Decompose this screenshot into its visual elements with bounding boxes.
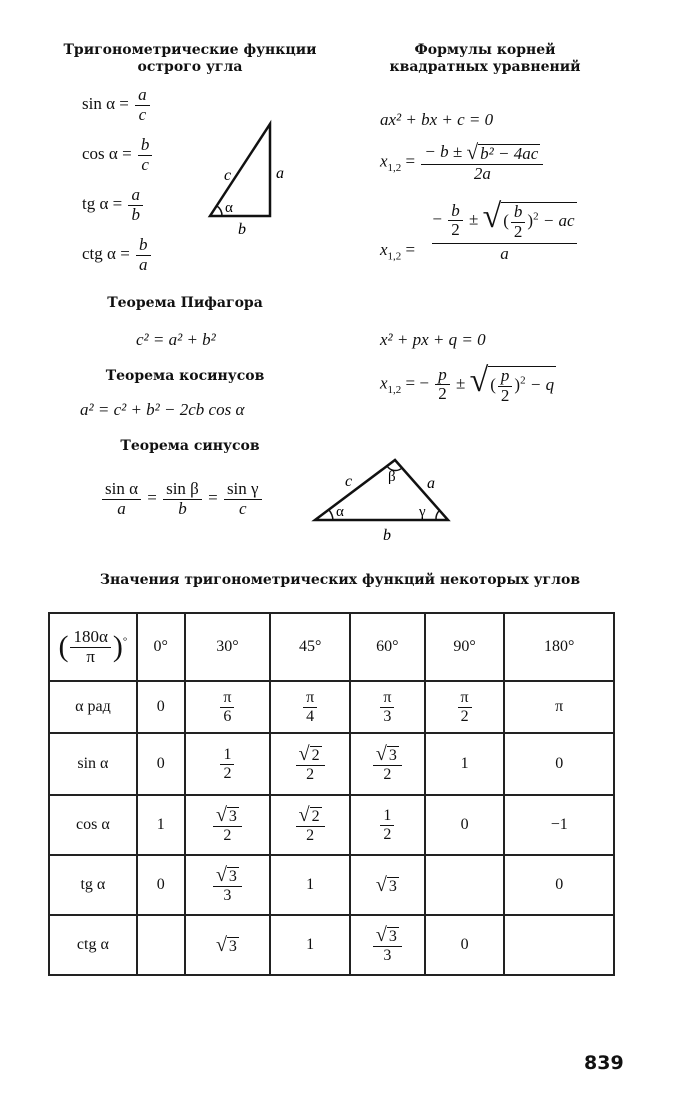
trig-values-table [48,612,615,976]
row-label-rad: α рад [49,681,137,733]
table-row [49,915,614,975]
angle-30: 30° [185,613,271,681]
cos-num: b [138,136,153,156]
side-c-label: c [345,473,353,490]
ctg-den: a [139,254,148,274]
cell [350,795,425,855]
cos-label: cos α [82,144,118,164]
radicand: 2 [311,747,320,765]
den: 3 [383,947,392,964]
trig-title-line2: острого угла [137,59,243,75]
radicand: 2 [311,808,320,826]
side-a-label: a [427,475,435,492]
den: 2 [223,827,232,844]
radicand: 3 [228,868,237,886]
f2-inner-two: 2 [513,221,523,241]
tg-label: tg α [82,194,109,214]
cosines-formula: a² = c² + b² − 2cb cos α [80,400,245,419]
cell: √ 3 [350,855,425,915]
den: 2 [460,707,469,725]
pythagoras-title: Теорема Пифагора [107,295,263,311]
den: 2 [223,764,232,782]
num: π [458,689,472,708]
page-number: 839 [584,1052,624,1074]
cell: 0 [504,733,614,795]
radicand: 3 [388,928,397,946]
cell [425,855,505,915]
f3-two-den: 2 [438,384,447,404]
cell: π [504,681,614,733]
angle-0: 0° [137,613,185,681]
cell: 0 [425,915,505,975]
angle-alpha: α [336,504,344,520]
cell: 1 [270,855,350,915]
angle-90: 90° [425,613,505,681]
radicand: 3 [228,808,237,826]
num: π [380,689,394,708]
reduced-quadratic-root-formula: $x_{1,2}$ = − $\frac{p}{2}$ ± √ ( $\frac{p}{2}$ )$^2$ − q [380,362,555,405]
cell: √ 3 [185,915,271,975]
angle-45: 45° [270,613,350,681]
cell: 1 [137,795,185,855]
cell: √ 2 2 [270,795,350,855]
cell: 0 [137,681,185,733]
table-row [49,613,614,681]
sines-eq-2: = [208,488,218,508]
cell: 0 [137,733,185,795]
table-title: Значения тригонометрических функций некоторых углов [99,572,581,588]
tg-num: a [128,186,143,206]
cell [425,681,505,733]
sin-definition: sin α = $\frac{a}{c}$ [82,86,152,124]
side-b-label: b [383,527,391,544]
quadratic-roots-title [370,42,600,76]
num: 1 [220,746,234,765]
trig-functions-title [50,42,330,76]
cell: √ 3 2 [185,795,271,855]
trig-title-line1: Тригонометрические функции [63,42,317,58]
f3-inner-two: 2 [500,385,510,405]
sines-formula [100,480,264,518]
sines-eq-1: = [147,488,157,508]
sin-label: sin α [82,94,115,114]
table-row [49,733,614,795]
num: 1 [380,807,394,826]
angle-gamma: γ [419,504,426,520]
f1-radicand: b² − 4ac [480,144,539,163]
ctg-definition: ctg α = $\frac{b}{a}$ [82,236,153,274]
f1-prefix: − b ± [424,141,463,161]
f3-inner-p: p [498,367,513,387]
x-label-3: x [380,373,388,393]
f3-minus-q: − q [529,375,555,395]
hypotenuse-label: c [224,167,232,184]
den: 2 [306,827,315,844]
radicand: 3 [388,747,397,765]
den: 3 [223,887,232,904]
sines-s1: sin α [102,480,141,500]
den: 2 [383,825,392,843]
sines-d1: a [117,498,126,518]
f2-b-num: b [448,202,463,222]
cos-definition: cos α = $\frac{b}{c}$ [82,136,154,174]
cell: √ 3 2 [350,733,425,795]
x-sub-2: 1,2 [387,250,402,263]
den: 6 [223,707,232,725]
corner-den: π [86,646,95,666]
cell: √ 3 3 [185,855,271,915]
cell [137,915,185,975]
angle-60: 60° [350,613,425,681]
num: π [220,689,234,708]
reduced-quadratic-equation: x² + px + q = 0 [380,330,486,349]
cell: 1 [270,915,350,975]
cosines-title: Теорема косинусов [105,368,265,384]
den: 2 [306,766,315,783]
quadratic-equation: ax² + bx + c = 0 [380,110,494,129]
f2-minus-ac: − ac [542,211,575,231]
sines-d3: c [238,498,247,518]
x-label-2: x [380,240,388,259]
row-label-ctg: ctg α [49,915,137,975]
sines-title: Теорема синусов [120,438,260,454]
cell: 0 [137,855,185,915]
table-row [49,795,614,855]
cell [185,681,271,733]
radicand: 3 [228,937,237,955]
base-leg-label: b [238,221,246,238]
corner-deg: ° [122,635,128,648]
cos-den: c [141,154,149,174]
f1-denominator: 2a [473,163,491,183]
x-label-1: x [380,151,388,171]
row-label-cos: cos α [49,795,137,855]
sin-num: a [135,86,150,106]
f2-two-den: 2 [451,220,460,240]
angle-180: 180° [504,613,614,681]
cell: √ 3 3 [350,915,425,975]
cell [504,915,614,975]
f2-denominator: a [500,244,509,264]
angle-beta: β [388,469,396,485]
table-row [49,855,614,915]
angle-alpha-label: α [225,200,233,216]
den: 3 [383,707,392,725]
num: π [303,689,317,708]
ctg-label: ctg α [82,244,116,264]
cell: √ 2 2 [270,733,350,795]
radicand: 3 [388,877,397,895]
row-label-tg: tg α [49,855,137,915]
roots-title-line1: Формулы корней [414,42,556,58]
cell: 1 [425,733,505,795]
corner-cell: ( $\frac{180\alpha}{\pi}$ )° [49,613,137,681]
den: 2 [383,766,392,783]
sines-s3: sin γ [224,480,262,500]
tg-den: b [131,204,140,224]
cell: −1 [504,795,614,855]
x-sub-1: 1,2 [387,161,402,174]
table-row [49,681,614,733]
cell: 0 [425,795,505,855]
corner-num: 180α [70,628,110,648]
sin-den: c [138,104,147,124]
pythagoras-formula: c² = a² + b² [136,330,216,349]
x-sub-3: 1,2 [387,383,402,396]
vertical-leg-label: a [276,165,284,182]
ctg-num: b [136,236,151,256]
cell: 0 [504,855,614,915]
cell [185,733,271,795]
f3-p-num: p [435,366,450,386]
cell [270,681,350,733]
sines-d2: b [178,498,187,518]
roots-title-line2: квадратных уравнений [389,59,581,75]
general-triangle-diagram [305,450,465,550]
tg-definition: tg α = $\frac{a}{b}$ [82,186,145,224]
right-triangle-diagram [200,118,300,238]
f2-inner-b: b [511,203,526,223]
cell [350,681,425,733]
row-label-sin: sin α [49,733,137,795]
quadratic-root-formula-1: $x_{1,2}$ = − b ± √ b² − 4ac 2a [380,142,545,183]
den: 4 [306,707,315,725]
sines-s2: sin β [163,480,202,500]
